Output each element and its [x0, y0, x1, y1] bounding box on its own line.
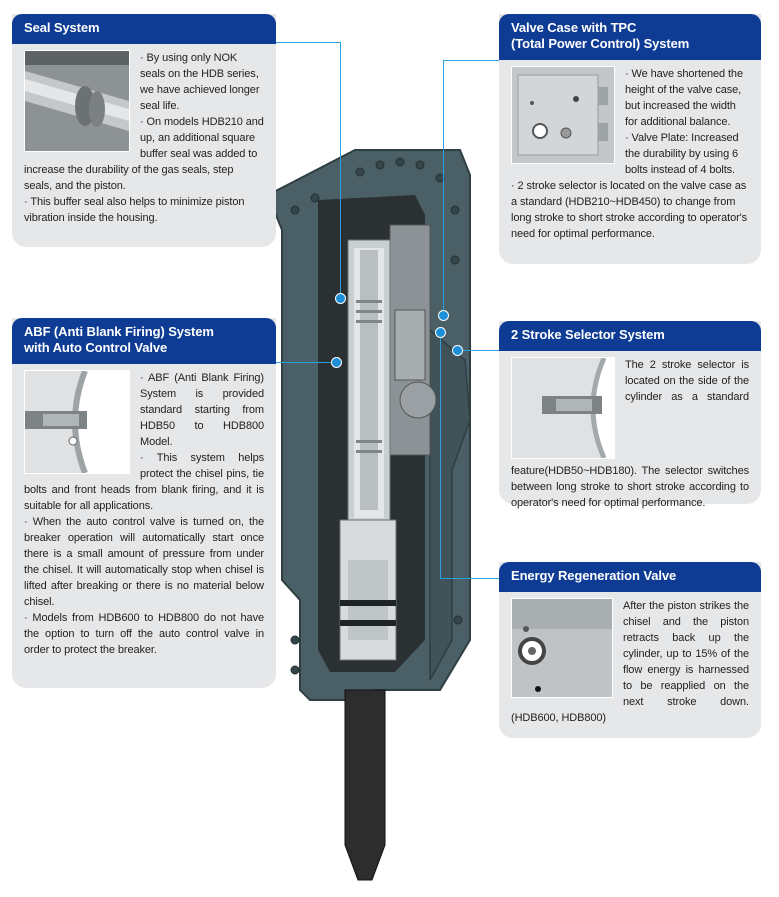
stroke-selector-panel — [499, 321, 761, 509]
seal-system-title: Seal System — [12, 14, 276, 42]
leader-abf-h — [276, 362, 336, 363]
chisel — [345, 690, 385, 880]
seal-system-photo — [24, 50, 130, 152]
valve-title-line1: Valve Case with TPC — [511, 20, 637, 35]
abf-title-line1: ABF (Anti Blank Firing) System — [24, 324, 214, 339]
abf-system-text: · ABF (Anti Blank Firing) System is provided standard starting from HDB50 to HDB800 Model. · This system helps protect the chisel pins, tie bolts and front heads from blank firing, and it is suitable for all applications. · When the auto control valve is turned on, the breaker operation will automatically start once there is a small amount of pressure from under the chisel. It will automatically stop when chisel is lifted after breaking or there is no material below chisel. · Models from HDB600 to HDB800 do not have the option to turn off the auto control valve in order to protect the breaker. — [24, 372, 264, 656]
callout-dot-abf — [331, 357, 342, 368]
valve-case-text: · We have shortened the height of the valve case, but increased the width for additional balance. · Valve Plate: Increased the durability by using 6 bolts instead of 4 bolts. · 2 stroke selector is located on the valve case as a standard (HDB210~HDB450) to change from long stroke to short stroke according to operator's need for optimal performance. — [511, 68, 748, 240]
leader-energy-h — [440, 578, 499, 579]
leader-valve-h — [443, 60, 499, 61]
callout-dot-seal — [335, 293, 346, 304]
energy-regeneration-title: Energy Regeneration Valve — [499, 562, 761, 590]
callout-dot-energy — [435, 327, 446, 338]
valve-title-line2: (Total Power Control) System — [511, 36, 690, 51]
seal-system-text: · By using only NOK seals on the HDB series, we have achieved longer seal life. · On models HDB210 and up, an additional square buffer seal was added to increase the durability of the gas seals, step seals, and the piston. · This buffer seal also helps to minimize piston vibration inside the housing. — [24, 52, 264, 224]
valve-case-photo — [511, 66, 615, 164]
seal-system-panel — [12, 14, 276, 247]
leader-valve-v — [443, 60, 444, 314]
valve-case-title — [499, 14, 761, 58]
callout-dot-stroke — [452, 345, 463, 356]
stroke-selector-title: 2 Stroke Selector System — [499, 321, 761, 349]
energy-regeneration-panel — [499, 562, 761, 738]
abf-system-photo — [24, 370, 130, 474]
abf-title-line2: with Auto Control Valve — [24, 340, 168, 355]
valve-case-panel — [499, 14, 761, 264]
callout-dot-valve — [438, 310, 449, 321]
abf-system-title — [12, 318, 276, 362]
stroke-selector-text: The 2 stroke selector is located on the side of the cylinder as a standard feature(HDB50~HDB180). The selector switches between long stroke to short stroke according to operator's need for optimal performance. — [511, 359, 749, 509]
stroke-selector-photo — [511, 357, 615, 459]
energy-regeneration-text: After the piston strikes the chisel and the piston retracts back up the cylinder, up to 15% of the flow energy is harnessed to be reapplied on the next stroke down. (HDB600, HDB800) — [511, 600, 749, 724]
leader-seal-v — [340, 42, 341, 298]
leader-seal-h — [276, 42, 340, 43]
abf-system-panel — [12, 318, 276, 688]
leader-energy-v — [440, 334, 441, 578]
leader-stroke-h — [457, 350, 499, 351]
energy-regeneration-photo — [511, 598, 613, 698]
